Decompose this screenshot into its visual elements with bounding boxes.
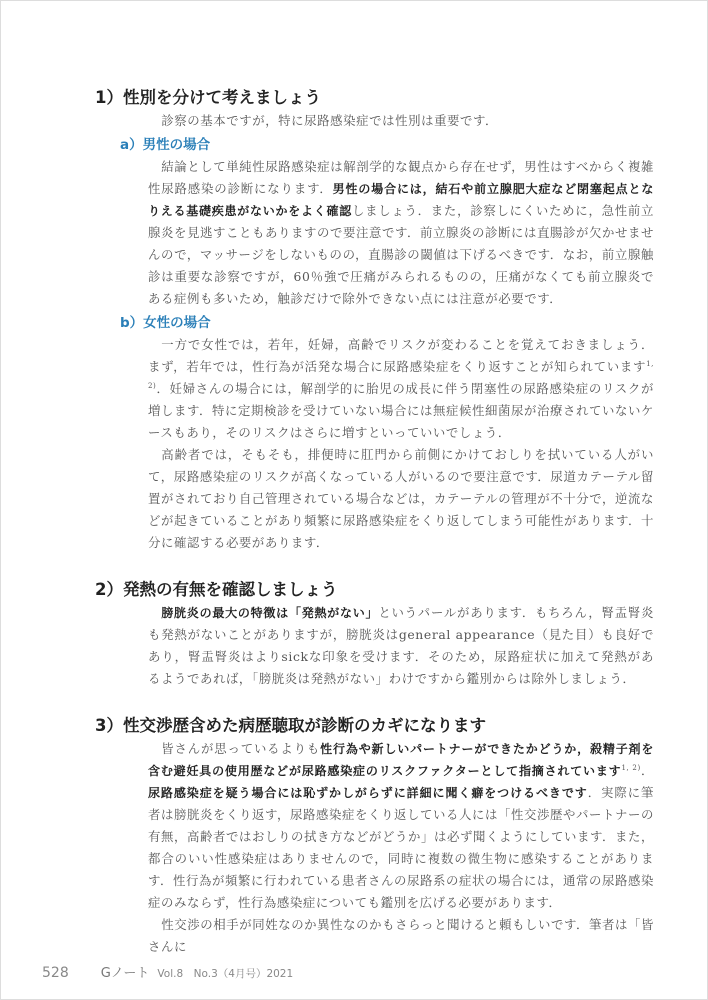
text-run: 高齢者では，そもそも，排便時に肛門から前側にかけておしりを拭いている人がいて，尿路感染症のリスクが高くなっている人がいるので要注意です．尿道カテーテル留置がされており自己管理されている場合などは，カテーテルの管理が不十分で，逆流などが起きていることがあり頻繁に尿路感染症をくり返してしまう可能性があります．十分に確認する必要があります． — [148, 447, 654, 550]
citation-ref: 1, 2) — [621, 764, 641, 772]
issue-info: Vol.8 No.3（4月号）2021 — [157, 968, 294, 980]
paragraph — [148, 444, 654, 554]
paragraph — [148, 110, 654, 132]
citation-ref: 1, 2) — [148, 360, 654, 390]
emphasized-text: 膀胱炎の最大の特徴は「発熱がない」 — [161, 606, 379, 620]
paragraph — [148, 334, 654, 444]
text-run: ．妊婦さんの場合には，解剖学的に胎児の成長に伴う閉塞性の尿路感染症のリスクが増します．特に定期検診を受けていない場合には無症候性細菌尿が治療されていないケースもあり，そのリスクはさらに増すといっていいでしょう． — [148, 381, 654, 440]
text-run: 3）性交渉歴含めた病歴聴取が診断のカギになります — [95, 716, 486, 735]
text-run: 結論として単純性尿路感染症は解剖学的な観点から存在せず，男性はすべからく複雑性尿路感染の診断になります． — [148, 159, 654, 196]
magazine-name: Gノート — [100, 966, 150, 981]
subsection-heading — [120, 312, 655, 334]
text-run: ． — [640, 763, 655, 778]
text-run: a）男性の場合 — [120, 137, 211, 153]
paragraph — [148, 602, 654, 690]
text-run: 診察の基本ですが，特に尿路感染症では性別は重要です． — [161, 113, 499, 128]
page-number: 528 — [42, 965, 69, 981]
section-heading — [95, 86, 655, 110]
text-run: 皆さんが思っているよりも — [161, 741, 321, 756]
article-body — [95, 86, 655, 958]
text-run: 性交渉の相手が同姓なのか異性なのかもさらっと聞けると頼もしいです．筆者は「皆さんに — [148, 917, 654, 954]
text-run: というパールがあります．もちろん，腎盂腎炎も発熱がないことがありますが，膀胱炎はgeneral appearance（見た目）も良好であり，腎盂腎炎はよりsickな印象を受けます．そのため，尿路症状に加えて発熱があるようであれば，「膀胱炎は発熱がない」わけですから鑑別からは除外しましょう． — [148, 605, 654, 686]
paragraph — [148, 738, 654, 914]
text-run: しましょう．また，診察しにくいために，急性前立腺炎を見逃すこともありますので要注意です．前立腺炎の診断には直腸診が欠かせませんので，マッサージをしないものの，直腸診の閾値は下げるべきです．なお，前立腺触診は重要な診察ですが，60％強で圧痛がみられるものの，圧痛がなくても前立腺炎である症例も多いため，触診だけで除外できない点には注意が必要です． — [148, 203, 654, 306]
section-heading — [95, 578, 655, 602]
text-run: 2）発熱の有無を確認しましょう — [95, 580, 338, 599]
page-footer — [42, 962, 293, 981]
text-run: ．実際に筆者は膀胱炎をくり返す，尿路感染症をくり返している人には「性交渉歴やパートナーの有無，高齢者ではおしりの拭き方などがどうか」は必ず聞くようにしています．また，都合のいい性感染症はありませんので，同時に複数の微生物に感染することがあります．性行為が頻繁に行われている患者さんの尿路系の症状の場合には，通常の尿路感染症のみならず，性行為感染症についても鑑別を広げる必要があります． — [148, 785, 655, 910]
emphasized-text: 性行為や新しいパートナーができたかどうか，殺精子剤を含む避妊具の使用歴などが尿路感染症のリスクファクターとして指摘されています — [148, 742, 654, 778]
emphasized-text: 尿路感染症を疑う場合には恥ずかしがらずに詳細に聞く癖をつけるべきです — [148, 786, 588, 800]
section-heading — [95, 714, 655, 738]
subsection-heading — [120, 134, 655, 156]
text-run: b）女性の場合 — [120, 315, 211, 331]
emphasized-text: 男性の場合には，結石や前立腺肥大症など閉塞起点となりえる基礎疾患がないかをよく確認 — [148, 182, 654, 218]
text-run: 一方で女性では，若年，妊婦，高齢でリスクが変わることを覚えておきましょう．まず，若年では，性行為が活発な場合に尿路感染症をくり返すことが知られています — [148, 337, 654, 374]
paragraph — [148, 914, 654, 958]
paragraph — [148, 156, 654, 310]
text-run: 1）性別を分けて考えましょう — [95, 88, 321, 107]
